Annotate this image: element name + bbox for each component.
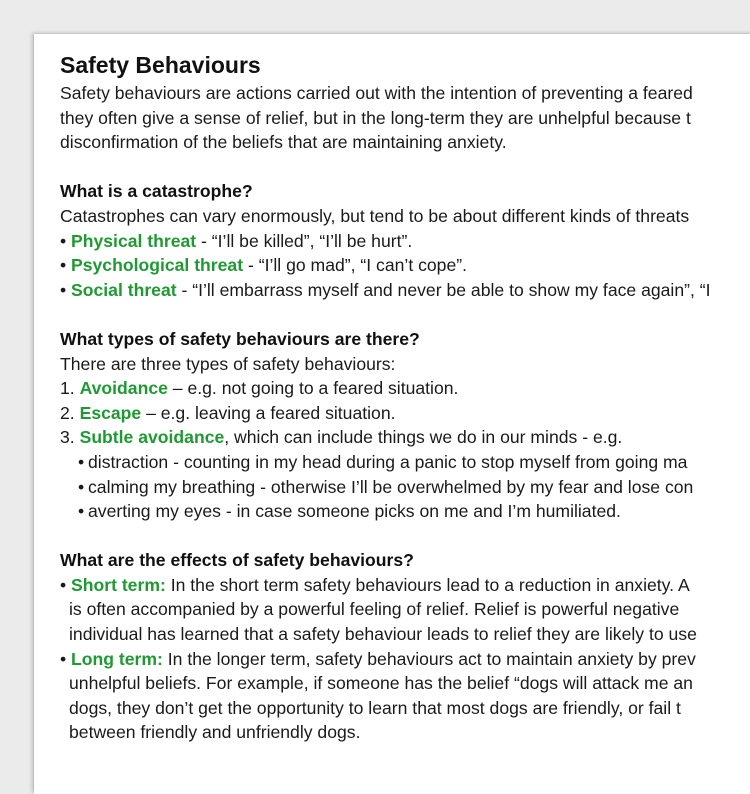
intro-line: they often give a sense of relief, but in the long-term they are unhelpful because t: [60, 107, 691, 128]
page-title: Safety Behaviours: [60, 52, 261, 78]
threat-text: - “I’ll go mad”, “I can’t cope”.: [243, 255, 467, 276]
type-text: – e.g. leaving a feared situation.: [141, 402, 396, 423]
types-lead: There are three types of safety behaviours:: [60, 353, 396, 374]
threat-list: [60, 229, 750, 303]
intro-line: Safety behaviours are actions carried out with the intention of preventing a feared: [60, 83, 693, 103]
effect-continuation: unhelpful beliefs. For example, if someone has the belief “dogs will attack me an: [69, 673, 693, 694]
short-term-item: [60, 573, 750, 598]
effect-term: Short term:: [71, 574, 166, 595]
list-item: • averting my eyes - in case someone picks on me and I’m humiliated.: [60, 499, 750, 524]
subtle-avoidance-list: [60, 450, 750, 524]
effect-continuation: is often accompanied by a powerful feeling of relief. Relief is powerful negative: [69, 599, 680, 620]
threat-term: Physical threat: [71, 230, 197, 251]
list-item: [60, 278, 750, 303]
type-term: Subtle avoidance: [79, 427, 225, 448]
effect-text: In the short term safety behaviours lead to a reduction in anxiety. A: [165, 574, 690, 595]
list-item: [60, 401, 750, 426]
item-number: 2.: [60, 402, 75, 423]
list-item: • distraction - counting in my head during a panic to stop myself from going ma: [60, 450, 750, 475]
threat-text: - “I’ll be killed”, “I’ll be hurt”.: [196, 230, 413, 251]
effect-continuation: dogs, they don’t get the opportunity to learn that most dogs are friendly, or fail t: [69, 697, 681, 718]
types-heading: What types of safety behaviours are there?: [60, 328, 420, 349]
type-term: Escape: [79, 402, 142, 423]
intro-line: disconfirmation of the beliefs that are maintaining anxiety.: [60, 132, 507, 153]
catastrophe-heading: What is a catastrophe?: [60, 181, 253, 202]
effect-text: In the longer term, safety behaviours act to maintain anxiety by prev: [162, 648, 696, 669]
document-content: [60, 50, 750, 745]
types-list: [60, 376, 750, 450]
document-page: [34, 34, 750, 794]
long-term-item: [60, 647, 750, 672]
list-item: [60, 253, 750, 278]
effect-continuation: individual has learned that a safety behaviour leads to relief they are likely to use: [69, 624, 697, 645]
effect-continuation: between friendly and unfriendly dogs.: [69, 722, 361, 743]
list-item: [60, 376, 750, 401]
type-term: Avoidance: [79, 378, 168, 399]
catastrophe-lead: Catastrophes can vary enormously, but tend to be about different kinds of threats: [60, 205, 690, 226]
type-text: – e.g. not going to a feared situation.: [167, 378, 459, 399]
item-number: 3.: [60, 427, 75, 448]
list-item: [60, 425, 750, 450]
item-number: 1.: [60, 378, 75, 399]
list-item: [60, 229, 750, 254]
type-text: , which can include things we do in our minds - e.g.: [224, 427, 623, 448]
list-item: • calming my breathing - otherwise I’ll be overwhelmed by my fear and lose con: [60, 475, 750, 500]
threat-term: Social threat: [71, 279, 177, 300]
threat-term: Psychological threat: [71, 255, 244, 276]
effects-heading: What are the effects of safety behaviours?: [60, 550, 414, 571]
threat-text: - “I’ll embarrass myself and never be able to show my face again”, “I: [176, 279, 711, 300]
effect-term: Long term:: [71, 648, 163, 669]
